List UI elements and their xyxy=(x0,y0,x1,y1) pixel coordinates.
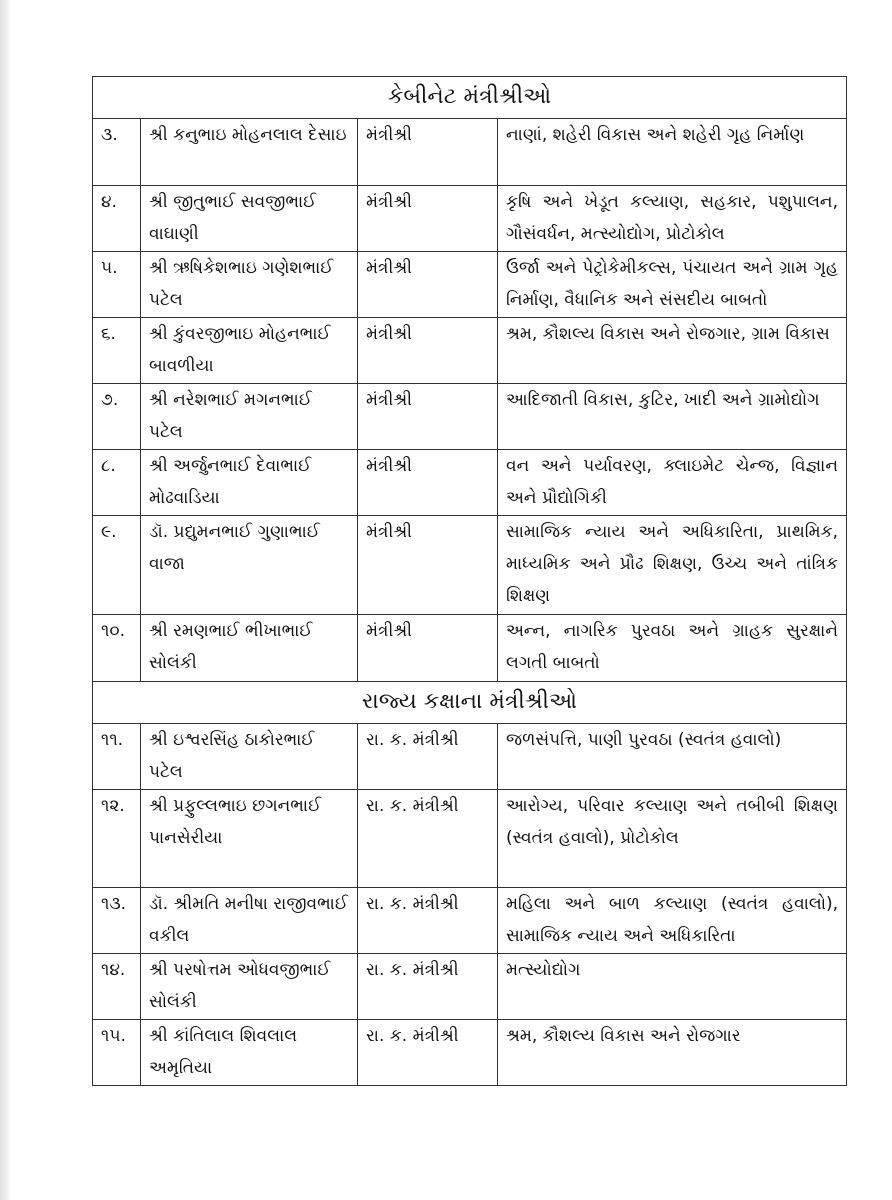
minister-rank: મંત્રીશ્રી xyxy=(358,252,498,318)
portfolio: નાણાં, શહેરી વિકાસ અને શહેરી ગૃહ નિર્માણ xyxy=(498,119,847,186)
minister-name: શ્રી નરેશભાઈ મગનભાઈ પટેલ xyxy=(141,384,358,450)
table-row xyxy=(93,384,847,450)
table-row xyxy=(93,252,847,318)
serial-number: ૫. xyxy=(93,252,141,318)
portfolio: શ્રમ, કૌશલ્ય વિકાસ અને રોજગાર xyxy=(498,1020,847,1086)
serial-number: ૭. xyxy=(93,384,141,450)
section-title: રાજ્ય કક્ષાના મંત્રીશ્રીઓ xyxy=(93,682,847,724)
minister-name: શ્રી જીતુભાઈ સવજીભાઈ વાઘાણી xyxy=(141,186,358,252)
table-row xyxy=(93,724,847,790)
minister-rank: મંત્રીશ્રી xyxy=(358,615,498,682)
ministers-table xyxy=(92,76,847,1086)
minister-name: શ્રી ઇશ્વરસિંહ ઠાકોરભાઈ પટેલ xyxy=(141,724,358,790)
portfolio: ઉર્જા અને પેટ્રોકેમીકલ્સ, પંચાયત અને ગ્રામ ગૃહ નિર્માણ, વૈધાનિક અને સંસદીય બાબતો xyxy=(498,252,847,318)
minister-name: શ્રી રમણભાઈ ભીખાભાઈ સોલંકી xyxy=(141,615,358,682)
minister-name: શ્રી પરષોત્તમ ઓધવજીભાઈ સોલંકી xyxy=(141,954,358,1020)
table-row xyxy=(93,790,847,888)
table-row xyxy=(93,119,847,186)
table-row xyxy=(93,954,847,1020)
minister-name: શ્રી પ્રફુલ્લભાઇ છગનભાઈ પાનસેરીયા xyxy=(141,790,358,888)
minister-rank: રા. ક. મંત્રીશ્રી xyxy=(358,1020,498,1086)
portfolio: શ્રમ, કૌશલ્ય વિકાસ અને રોજગાર, ગ્રામ વિકાસ xyxy=(498,318,847,384)
section-header-row xyxy=(93,77,847,119)
table-row xyxy=(93,516,847,615)
minister-rank: રા. ક. મંત્રીશ્રી xyxy=(358,724,498,790)
serial-number: ૯. xyxy=(93,516,141,615)
portfolio: આરોગ્ય, પરિવાર કલ્યાણ અને તબીબી શિક્ષણ (સ્વતંત્ર હવાલો), પ્રોટોકોલ xyxy=(498,790,847,888)
serial-number: ૧૪. xyxy=(93,954,141,1020)
section-header-row xyxy=(93,682,847,724)
minister-rank: મંત્રીશ્રી xyxy=(358,384,498,450)
table-row xyxy=(93,615,847,682)
serial-number: ૧૩. xyxy=(93,888,141,954)
serial-number: ૬. xyxy=(93,318,141,384)
minister-name: શ્રી કુંવરજીભાઇ મોહનભાઈ બાવળીયા xyxy=(141,318,358,384)
serial-number: ૮. xyxy=(93,450,141,516)
portfolio: કૃષિ અને ખેડૂત કલ્યાણ, સહકાર, પશુપાલન, ગૌસંવર્ધન, મત્સ્યોદ્યોગ, પ્રોટોકોલ xyxy=(498,186,847,252)
minister-name: ડૉ. શ્રીમતિ મનીષા રાજીવભાઈ વકીલ xyxy=(141,888,358,954)
page-edge-shadow xyxy=(0,0,10,1200)
section-title: કેબીનેટ મંત્રીશ્રીઓ xyxy=(93,77,847,119)
portfolio: અન્ન, નાગરિક પુરવઠા અને ગ્રાહક સુરક્ષાને લગતી બાબતો xyxy=(498,615,847,682)
minister-rank: રા. ક. મંત્રીશ્રી xyxy=(358,790,498,888)
minister-rank: મંત્રીશ્રી xyxy=(358,119,498,186)
serial-number: ૧૨. xyxy=(93,790,141,888)
minister-name: શ્રી અર્જુનભાઈ દેવાભાઈ મોઢવાડિયા xyxy=(141,450,358,516)
table-row xyxy=(93,318,847,384)
portfolio: મત્સ્યોદ્યોગ xyxy=(498,954,847,1020)
table-row xyxy=(93,1020,847,1086)
minister-rank: મંત્રીશ્રી xyxy=(358,450,498,516)
minister-rank: રા. ક. મંત્રીશ્રી xyxy=(358,954,498,1020)
portfolio: વન અને પર્યાવરણ, ક્લાઇમેટ ચેન્જ, વિજ્ઞાન અને પ્રૌદ્યોગિકી xyxy=(498,450,847,516)
serial-number: ૩. xyxy=(93,119,141,186)
minister-name: ડૉ. પ્રદ્યુમનભાઈ ગુણાભાઈ વાજા xyxy=(141,516,358,615)
serial-number: ૧૧. xyxy=(93,724,141,790)
serial-number: ૪. xyxy=(93,186,141,252)
minister-name: શ્રી કનુભાઇ મોહનલાલ દેસાઇ xyxy=(141,119,358,186)
serial-number: ૧૫. xyxy=(93,1020,141,1086)
minister-rank: મંત્રીશ્રી xyxy=(358,318,498,384)
minister-rank: મંત્રીશ્રી xyxy=(358,516,498,615)
table-row xyxy=(93,450,847,516)
minister-name: શ્રી કાંતિલાલ શિવલાલ અમૃતિયા xyxy=(141,1020,358,1086)
serial-number: ૧૦. xyxy=(93,615,141,682)
portfolio: જળસંપત્તિ, પાણી પુરવઠા (સ્વતંત્ર હવાલો) xyxy=(498,724,847,790)
ministers-table-body xyxy=(93,77,847,1086)
minister-rank: મંત્રીશ્રી xyxy=(358,186,498,252)
portfolio: સામાજિક ન્યાય અને અધિકારિતા, પ્રાથમિક, માધ્યમિક અને પ્રૌઢ શિક્ષણ, ઉચ્ચ અને તાંત્રિક શિક્ષણ xyxy=(498,516,847,615)
portfolio: આદિજાતી વિકાસ, કુટિર, ખાદી અને ગ્રામોદ્યોગ xyxy=(498,384,847,450)
table-row xyxy=(93,888,847,954)
table-row xyxy=(93,186,847,252)
minister-name: શ્રી ઋષિકેશભાઇ ગણેશભાઈ પટેલ xyxy=(141,252,358,318)
portfolio: મહિલા અને બાળ કલ્યાણ (સ્વતંત્ર હવાલો), સામાજિક ન્યાય અને અધિકારિતા xyxy=(498,888,847,954)
minister-rank: રા. ક. મંત્રીશ્રી xyxy=(358,888,498,954)
